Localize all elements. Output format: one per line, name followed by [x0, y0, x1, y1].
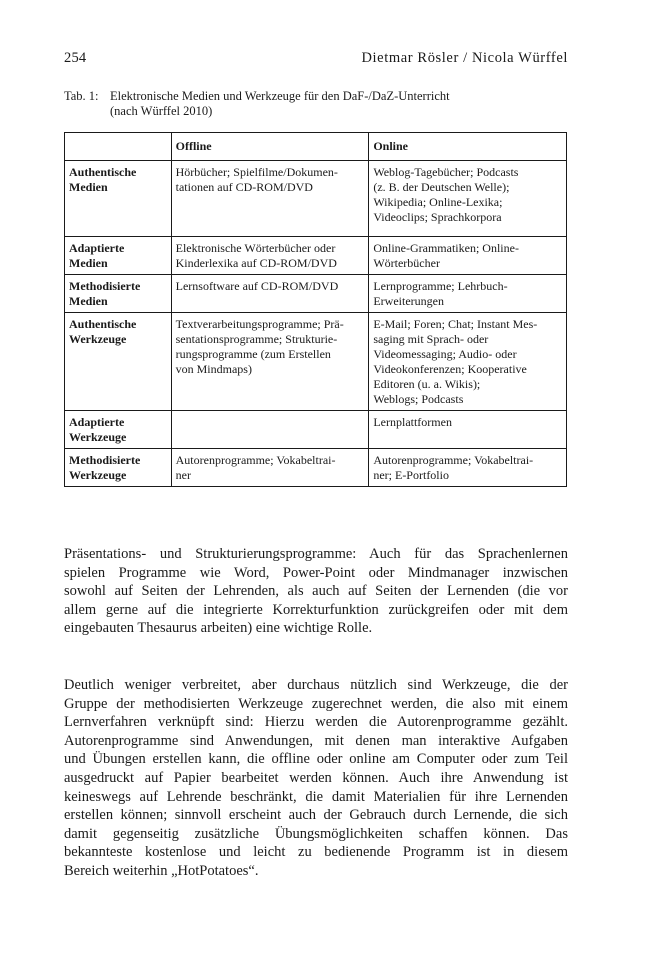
paragraph-line: damit gegenseitig zusätzliche Übungsmöglichkeiten schaffen können. Das — [64, 825, 568, 842]
paragraph-line: Lernverfahren verknüpft sind: Hierzu werden die Autorenprogramme gezählt. — [64, 714, 568, 731]
cell-line: Hörbücher; Spielfilme/Dokumen- — [175, 165, 338, 179]
cell-line: Autorenprogramme; Vokabeltrai- — [175, 453, 336, 467]
paragraph-line: keineswegs auf Lehrende beschränkt, die damit Materialien für ihre Lernenden — [64, 788, 568, 805]
offline-cell — [171, 411, 369, 449]
row-head-line: Medien — [69, 256, 108, 270]
cell-line: rungsprogramme (zum Erstellen — [175, 347, 331, 361]
cell-line: Online-Grammatiken; Online- — [373, 241, 519, 255]
cell-line: Lernprogramme; Lehrbuch- — [373, 279, 508, 293]
header-cell-offline: Offline — [171, 133, 369, 161]
cell-line: ner — [175, 468, 191, 482]
cell-line: Textverarbeitungsprogramme; Prä- — [175, 317, 344, 331]
cell-line: Videomessaging; Audio- oder — [373, 347, 517, 361]
online-cell — [369, 275, 567, 313]
cell-line: E-Mail; Foren; Chat; Instant Mes- — [373, 317, 538, 331]
cell-line: tationen auf CD-ROM/DVD — [175, 180, 313, 194]
running-head: Dietmar Rösler / Nicola Würffel — [361, 50, 568, 66]
caption-label: Tab. 1: — [64, 89, 99, 103]
cell-line: sentationsprogramme; Strukturie- — [175, 332, 338, 346]
cell-line: Wikipedia; Online-Lexika; — [373, 195, 503, 209]
online-cell — [369, 237, 567, 275]
caption-line-1: Elektronische Medien und Werkzeuge für den DaF-/DaZ-Unterricht — [110, 89, 450, 103]
paragraph-line: ausgedruckt auf Papier bearbeitet werden können. Auch ihre Anwendung ist — [64, 769, 568, 786]
cell-line: Wörterbücher — [373, 256, 440, 270]
row-head-line: Adaptierte — [69, 415, 125, 429]
cell-line: Autorenprogramme; Vokabeltrai- — [373, 453, 534, 467]
row-head-cell — [65, 275, 172, 313]
row-head-cell — [65, 161, 172, 237]
offline-cell — [171, 237, 369, 275]
row-head-line: Authentische — [69, 317, 137, 331]
row-head-line: Medien — [69, 180, 108, 194]
row-head-cell — [65, 237, 172, 275]
row-head-cell — [65, 449, 172, 487]
paragraph-line: Bereich weiterhin „HotPotatoes“. — [64, 862, 259, 879]
cell-line: Lernsoftware auf CD-ROM/DVD — [175, 279, 339, 293]
online-cell — [369, 161, 567, 237]
paragraph-line: sowohl auf Seiten der Lehrenden, als auch auf Seiten der Lernenden (die vor — [64, 583, 568, 600]
offline-cell — [171, 449, 369, 487]
row-head-line: Medien — [69, 294, 108, 308]
caption-line-2: (nach Würffel 2010) — [110, 104, 213, 118]
row-head-line: Werkzeuge — [69, 468, 127, 482]
paragraph-line: Präsentations- und Strukturierungsprogramme: Auch für das Sprachenlernen — [64, 546, 568, 562]
cell-line: Erweiterungen — [373, 294, 444, 308]
row-head-line: Adaptierte — [69, 241, 125, 255]
cell-line: Videokonferenzen; Kooperative — [373, 362, 527, 376]
table-row — [65, 313, 567, 411]
cell-line: Editoren (u. a. Wikis); — [373, 377, 481, 391]
cell-line: Lernplattformen — [373, 415, 452, 429]
paragraph-line: Autorenprogramme sind Anwendungen, mit denen man interaktive Aufgaben — [64, 732, 568, 749]
offline-cell — [171, 161, 369, 237]
header-cell-empty — [65, 133, 172, 161]
paragraph-line: und Übungen erstellen kann, die offline oder online am Computer oder zum Teil — [64, 751, 568, 768]
row-head-line: Methodisierte — [69, 453, 141, 467]
cell-line: Elektronische Wörterbücher oder — [175, 241, 336, 255]
online-cell — [369, 313, 567, 411]
row-head-line: Authentische — [69, 165, 137, 179]
cell-line: Videoclips; Sprachkorpora — [373, 210, 502, 224]
cell-line: (z. B. der Deutschen Welle); — [373, 180, 510, 194]
page-number: 254 — [64, 50, 87, 66]
body-paragraph-2 — [64, 676, 568, 881]
cell-line: von Mindmaps) — [175, 362, 252, 376]
cell-line: saging mit Sprach- oder — [373, 332, 489, 346]
paragraph-line: bekannteste kostenlose und leicht zu bedienende Programm ist in diesem — [64, 844, 568, 861]
offline-cell — [171, 275, 369, 313]
paragraph-line: allem gerne auf die integrierte Korrekturfunktion zurückgreifen oder mit dem — [64, 601, 568, 618]
paragraph-line: spielen Programme wie Word, Power-Point oder Mindmanager inzwischen — [64, 564, 568, 581]
row-head-cell — [65, 411, 172, 449]
online-cell — [369, 449, 567, 487]
offline-cell — [171, 313, 369, 411]
paragraph-line: eingebauten Thesaurus arbeiten) eine wichtige Rolle. — [64, 620, 373, 637]
table-row — [65, 237, 567, 275]
page-header — [64, 50, 568, 68]
header-cell-online: Online — [369, 133, 567, 161]
cell-line: ner; E-Portfolio — [373, 468, 449, 482]
paragraph-line: Gruppe der methodisierten Werkzeuge zugerechnet werden, die also mit einem — [64, 695, 568, 712]
paragraph-line: Deutlich weniger verbreitet, aber durchaus nützlich sind Werkzeuge, die der — [64, 677, 568, 693]
row-head-line: Werkzeuge — [69, 430, 127, 444]
online-cell — [369, 411, 567, 449]
table-row — [65, 411, 567, 449]
table-row — [65, 275, 567, 313]
table-header-row — [65, 133, 567, 161]
cell-line: Weblogs; Podcasts — [373, 392, 464, 406]
row-head-cell — [65, 313, 172, 411]
table-row — [65, 161, 567, 237]
table-row — [65, 449, 567, 487]
body-paragraph-1 — [64, 545, 568, 638]
cell-line: Kinderlexika auf CD-ROM/DVD — [175, 256, 337, 270]
row-head-line: Methodisierte — [69, 279, 141, 293]
paragraph-line: erstellen können; sinnvoll erscheint auch der Gebrauch durch Lernende, die sich — [64, 807, 568, 824]
media-table — [64, 132, 567, 487]
row-head-line: Werkzeuge — [69, 332, 127, 346]
cell-line: Weblog-Tagebücher; Podcasts — [373, 165, 519, 179]
table-caption — [64, 89, 568, 119]
